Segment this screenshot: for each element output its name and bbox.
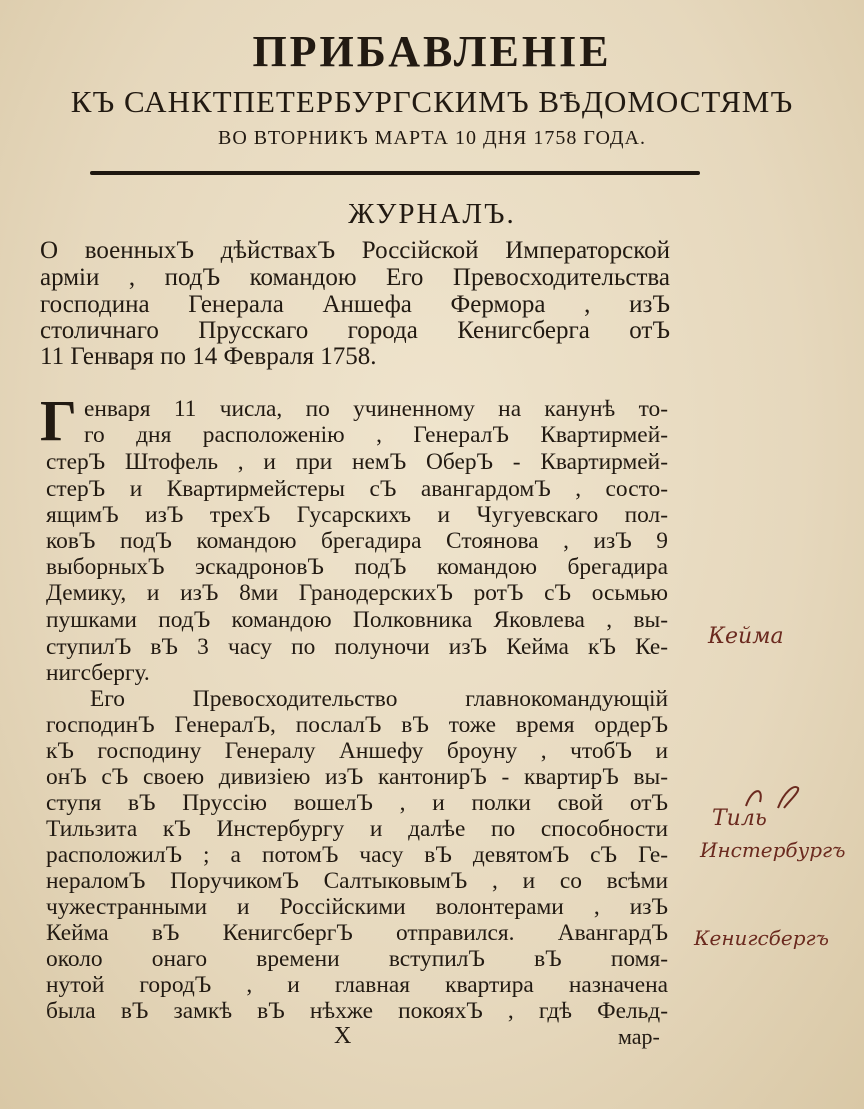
body-line: го дня расположенію , ГенералЪ Квартирмей- [84, 422, 668, 448]
marginal-note: Инстербургъ [700, 838, 846, 862]
body-line: Его Превосходительство главнокомандующій [90, 686, 668, 712]
subtitle-line: столичнаго Прусскаго города Кенигсберга отЪ [40, 317, 670, 344]
body-line: ковЪ подЪ командою брегадира Стоянова , изЪ 9 [46, 528, 668, 554]
body-line: ступилЪ вЪ 3 часу по полуночи изЪ Кейма кЪ Ке- [46, 634, 668, 660]
body-line: Демику, и изЪ 8ми ГранодерскихЪ ротЪ сЪ осьмью [46, 580, 668, 606]
marginal-note: Тиль [712, 806, 767, 831]
subtitle-line: 11 Генваря по 14 Февраля 1758. [40, 343, 377, 370]
section-heading: ЖУРНАЛЪ. [348, 198, 516, 230]
body-line: выборныхЪ эскадроновЪ подЪ командою брегадира [46, 554, 668, 580]
body-line: чужестранными и Россійскими волонтерами , изЪ [46, 894, 668, 920]
subtitle-line: арміи , подЪ командою Его Превосходительства [40, 264, 670, 291]
body-line: стерЪ и Квартирмейстеры сЪ авангардомЪ , состо- [46, 476, 668, 502]
subtitle-line: О военныхЪ дѣйствахЪ Россійской Императорской [40, 237, 670, 264]
body-line: пушками подЪ командою Полковника Яковлева , вы- [46, 607, 668, 633]
body-line: была вЪ замкѣ вЪ нѣхже покояхЪ , гдѣ Фельд- [46, 998, 668, 1024]
body-line: кЪ господину Генералу Аншефу броуну , чтобЪ и [46, 738, 668, 764]
catchword: мар- [618, 1024, 660, 1049]
body-line: Тильзита кЪ Инстербургу и далѣе по способности [46, 816, 668, 842]
body-line: расположилЪ ; а потомЪ часу вЪ девятомЪ сЪ Ге- [46, 842, 668, 868]
signature-mark: Х [334, 1023, 352, 1049]
masthead-title: ПРИБАВЛЕНІЕ [252, 27, 612, 76]
body-line: господинЪ ГенералЪ, послалЪ вЪ тоже время ордерЪ [46, 712, 668, 738]
body-line: ящимЪ изЪ трехЪ Гусарскихъ и Чугуевскаго пол- [46, 502, 668, 528]
body-line: около онаго времени вступилЪ вЪ помя- [46, 946, 668, 972]
marginal-note: Кейма [708, 624, 784, 649]
marginal-scribble [738, 782, 828, 812]
body-line: ступя вЪ Пруссію вошелЪ , и полки свой отЪ [46, 790, 668, 816]
body-line: нигсбергу. [46, 660, 150, 686]
marginal-note: Кенигсбергъ [694, 926, 829, 950]
masthead-date: ВО ВТОРНИКЪ МАРТА 10 ДНЯ 1758 ГОДА. [217, 127, 646, 149]
body-line: нутой городЪ , и главная квартира назначена [46, 972, 668, 998]
subtitle-line: господина Генерала Аншефа Фермора , изЪ [40, 291, 670, 318]
masthead-subtitle: КЪ САНКТПЕТЕРБУРГСКИМЪ ВѢДОМОСТЯМЪ [70, 84, 794, 119]
drop-cap: Г [40, 388, 77, 453]
body-line: Кейма вЪ КенигсбергЪ отправился. АвангардЪ [46, 920, 668, 946]
body-line: онЪ сЪ своею дивизіею изЪ кантонирЪ - квартирЪ вы- [46, 764, 668, 790]
body-line: нераломЪ ПоручикомЪ СалтыковымЪ , и со всѣми [46, 868, 668, 894]
body-line: стерЪ Штофель , и при немЪ ОберЪ - Квартирмей- [46, 449, 668, 475]
body-line: енваря 11 числа, по учиненному на канунѣ то- [84, 396, 668, 422]
masthead-rule [90, 171, 700, 175]
